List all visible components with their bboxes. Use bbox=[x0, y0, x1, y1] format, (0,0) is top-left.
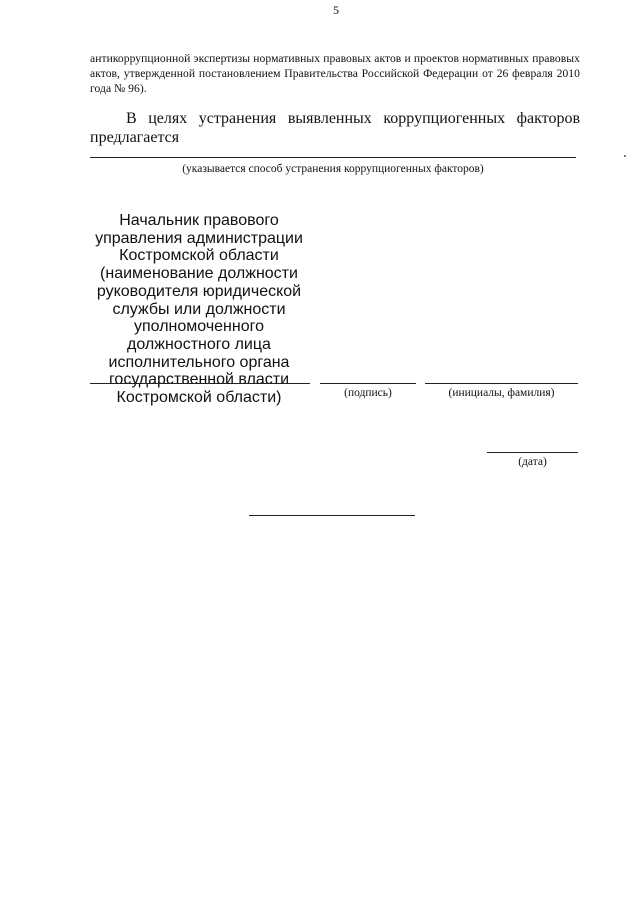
elimination-method-caption: (указывается способ устранения коррупциогенных факторов) bbox=[182, 163, 484, 175]
name-caption: (инициалы, фамилия) bbox=[448, 387, 555, 399]
signature-caption: (подпись) bbox=[344, 387, 392, 399]
position-underline bbox=[90, 383, 310, 384]
name-line bbox=[425, 383, 578, 384]
elimination-method-line bbox=[90, 157, 576, 158]
proposal-line-1: В целях устранения выявленных коррупциогенных факторов bbox=[126, 110, 580, 127]
signature-line bbox=[320, 383, 416, 384]
proposal-line-2: предлагается bbox=[90, 129, 180, 146]
intro-paragraph: антикоррупционной экспертизы нормативных правовых актов и проектов нормативных правовых актов, утвержденной постановлением Правительства Российской Федерации от 26 февраля 2010 года № 96). bbox=[90, 52, 580, 95]
date-line bbox=[487, 452, 578, 453]
date-caption: (дата) bbox=[518, 456, 547, 468]
scan-speck bbox=[624, 155, 626, 157]
page-number: 5 bbox=[333, 3, 339, 17]
signatory-position: Начальник правового управления администрации Костромской области (наименование должности руководителя юридической службы или должности уполномоченного должностного лица исполнительного органа государственной власти Костромской области) bbox=[95, 212, 303, 407]
closing-line bbox=[249, 515, 415, 516]
proposal-paragraph bbox=[90, 109, 580, 147]
